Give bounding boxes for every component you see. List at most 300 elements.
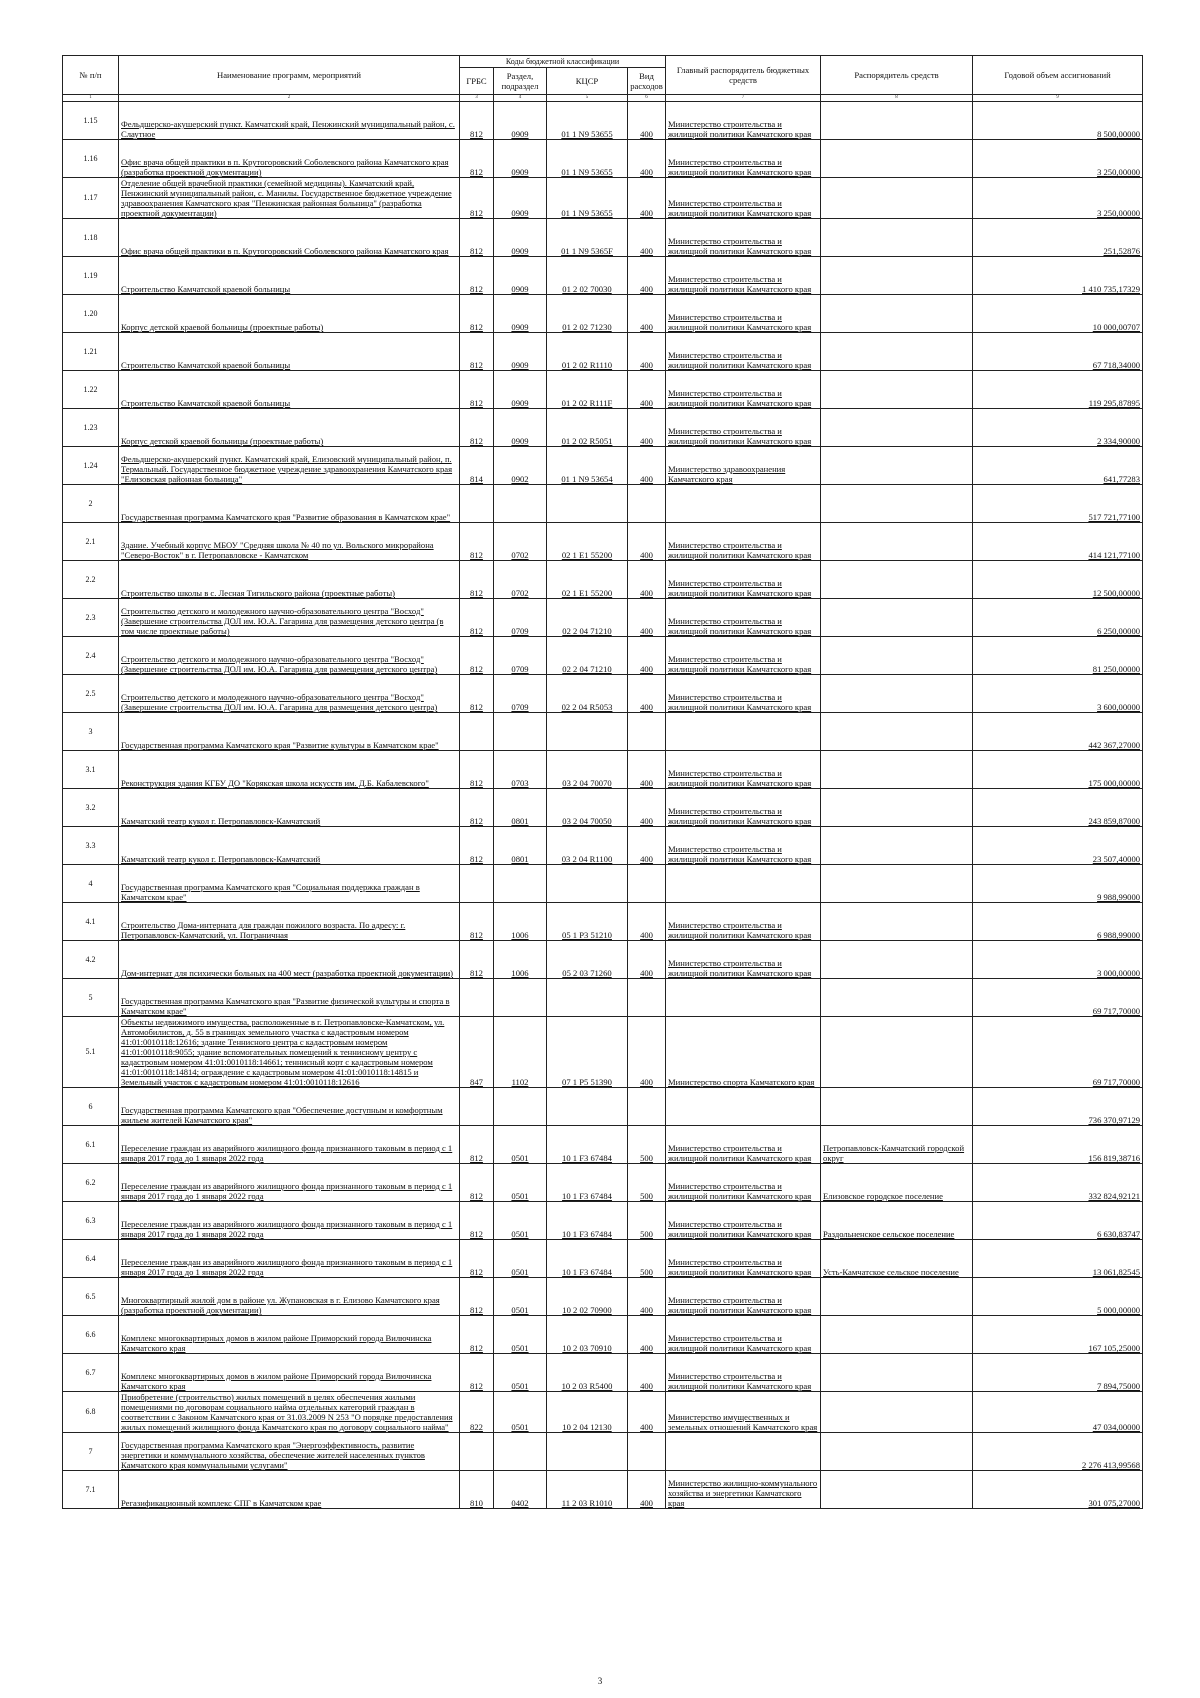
row-name (119, 140, 460, 178)
row-main-disp-text: Министерство строительства и жилищной политики Камчатского края (668, 578, 812, 598)
row-section (494, 178, 547, 219)
row-vid-text: 400 (640, 129, 653, 139)
row-kcsr-text: 07 1 P5 51390 (562, 1077, 612, 1087)
row-main-disp (666, 140, 821, 178)
table-row (63, 941, 1143, 979)
row-number (63, 1354, 119, 1392)
row-number (63, 1392, 119, 1433)
row-number-text: 1.22 (83, 384, 98, 394)
row-vid (628, 561, 666, 599)
row-volume (973, 371, 1143, 409)
row-name (119, 1354, 460, 1392)
table-row (63, 409, 1143, 447)
row-disp (821, 333, 973, 371)
row-number-text: 2.1 (85, 536, 96, 546)
row-number-text: 6.1 (85, 1139, 96, 1149)
row-volume-text: 175 000,00000 (1088, 778, 1141, 788)
row-grbs (460, 675, 494, 713)
row-number (63, 1240, 119, 1278)
row-section (494, 447, 547, 485)
row-grbs-text: 822 (470, 1422, 483, 1432)
row-number (63, 1126, 119, 1164)
row-number-text: 6.3 (85, 1215, 96, 1225)
row-section-text: 0909 (511, 436, 529, 446)
row-kcsr-text: 05 1 P3 51210 (562, 930, 612, 940)
row-number (63, 178, 119, 219)
row-disp-text: Елизовское городское поселение (823, 1191, 943, 1201)
table-body (63, 102, 1143, 1509)
row-kcsr-text: 01 2 02 71230 (562, 322, 612, 332)
row-main-disp-text: Министерство здравоохранения Камчатского края (668, 464, 786, 484)
row-number-text: 2.2 (85, 574, 96, 584)
row-main-disp-text: Министерство строительства и жилищной политики Камчатского края (668, 312, 812, 332)
row-disp (821, 789, 973, 827)
row-name (119, 599, 460, 637)
row-kcsr (547, 789, 628, 827)
row-section (494, 409, 547, 447)
row-main-disp-text: Министерство строительства и жилищной политики Камчатского края (668, 692, 812, 712)
table-row (63, 333, 1143, 371)
row-volume (973, 523, 1143, 561)
row-vid-text: 400 (640, 968, 653, 978)
row-disp (821, 257, 973, 295)
row-section-text: 0909 (511, 398, 529, 408)
header-volume: Годовой объем ассигнований (973, 56, 1143, 95)
row-main-disp (666, 178, 821, 219)
row-vid (628, 941, 666, 979)
row-grbs (460, 599, 494, 637)
row-vid (628, 1088, 666, 1126)
row-main-disp (666, 979, 821, 1017)
row-disp (821, 903, 973, 941)
row-vid (628, 1126, 666, 1164)
row-vid (628, 295, 666, 333)
row-volume-text: 243 859,87000 (1088, 816, 1141, 826)
row-section (494, 1240, 547, 1278)
row-name-text: Приобретение (строительство) жилых помещений в целях обеспечения жилыми помещениями по договорам социального найма отдельных категорий граждан в соответствии с Законом Камчатского края от 31.03.2009 N 253 "О порядке предоставления жилых помещений жилищного фонда Камчатского края по договору социального найма" (121, 1392, 453, 1432)
row-name-text: Переселение граждан из аварийного жилищного фонда признанного таковым в период с 1 января 2017 года до 1 января 2022 года (121, 1257, 453, 1277)
row-name (119, 1202, 460, 1240)
row-name-text: Фельдшерско-акушерский пункт. Камчатский край, Пенжинский муниципальный район, с. Слаутное (121, 119, 455, 139)
row-grbs-text: 812 (470, 816, 483, 826)
row-number (63, 1316, 119, 1354)
row-vid-text: 400 (640, 1343, 653, 1353)
row-name (119, 1088, 460, 1126)
row-grbs-text: 812 (470, 1153, 483, 1163)
row-grbs (460, 409, 494, 447)
header-main-disp: Главный распорядитель бюджетных средств (666, 56, 821, 95)
row-section (494, 371, 547, 409)
row-vid-text: 400 (640, 360, 653, 370)
row-main-disp-text: Министерство строительства и жилищной политики Камчатского края (668, 274, 812, 294)
row-vid (628, 1433, 666, 1471)
row-grbs (460, 1088, 494, 1126)
row-kcsr (547, 1088, 628, 1126)
row-name-text: Государственная программа Камчатского края "Развитие культуры в Камчатском крае" (121, 740, 439, 750)
row-main-disp (666, 219, 821, 257)
row-number-text: 1.16 (83, 153, 98, 163)
row-vid (628, 257, 666, 295)
row-volume (973, 599, 1143, 637)
row-vid-text: 400 (640, 778, 653, 788)
row-name (119, 178, 460, 219)
row-section (494, 295, 547, 333)
row-grbs (460, 1164, 494, 1202)
row-grbs-text: 812 (470, 1343, 483, 1353)
row-kcsr-text: 01 1 N9 53655 (561, 208, 613, 218)
row-main-disp-text: Министерство строительства и жилищной политики Камчатского края (668, 920, 812, 940)
row-disp (821, 1471, 973, 1509)
row-main-disp-text: Министерство строительства и жилищной политики Камчатского края (668, 119, 812, 139)
row-volume-text: 47 034,00000 (1092, 1422, 1141, 1432)
row-volume (973, 1126, 1143, 1164)
row-number (63, 140, 119, 178)
row-kcsr-text: 03 2 04 R1100 (561, 854, 613, 864)
row-kcsr (547, 1316, 628, 1354)
row-name-text: Камчатский театр кукол г. Петропавловск-Камчатский (121, 854, 321, 864)
table-row (63, 102, 1143, 140)
table-row (63, 523, 1143, 561)
row-disp (821, 1433, 973, 1471)
row-main-disp (666, 1202, 821, 1240)
row-name-text: Строительство школы в с. Лесная Тигильского района (проектные работы) (121, 588, 395, 598)
row-kcsr-text: 05 2 03 71260 (562, 968, 612, 978)
row-volume (973, 1392, 1143, 1433)
row-grbs-text: 812 (470, 246, 483, 256)
row-section (494, 102, 547, 140)
row-grbs (460, 713, 494, 751)
table-row (63, 257, 1143, 295)
row-number-text: 2 (88, 498, 93, 508)
row-vid (628, 1316, 666, 1354)
row-volume-text: 13 061,82545 (1092, 1267, 1141, 1277)
row-volume (973, 675, 1143, 713)
row-grbs (460, 371, 494, 409)
row-name-text: Переселение граждан из аварийного жилищного фонда признанного таковым в период с 1 января 2017 года до 1 января 2022 года (121, 1143, 453, 1163)
row-name (119, 789, 460, 827)
row-main-disp-text: Министерство спорта Камчатского края (668, 1077, 815, 1087)
row-number (63, 102, 119, 140)
row-kcsr (547, 485, 628, 523)
row-volume (973, 140, 1143, 178)
row-section (494, 1471, 547, 1509)
row-number-text: 1.15 (83, 115, 98, 125)
header-vid: Вид расходов (628, 68, 666, 95)
row-main-disp-text: Министерство строительства и жилищной политики Камчатского края (668, 768, 812, 788)
row-number (63, 295, 119, 333)
row-vid (628, 1017, 666, 1088)
row-volume (973, 979, 1143, 1017)
row-name (119, 903, 460, 941)
row-grbs-text: 812 (470, 968, 483, 978)
row-vid-text: 400 (640, 436, 653, 446)
row-vid (628, 903, 666, 941)
row-name (119, 1316, 460, 1354)
row-section (494, 979, 547, 1017)
row-grbs (460, 140, 494, 178)
row-number (63, 789, 119, 827)
row-vid-text: 500 (640, 1229, 653, 1239)
row-main-disp (666, 1017, 821, 1088)
row-section-text: 0909 (511, 246, 529, 256)
table-row (63, 1471, 1143, 1509)
row-number (63, 561, 119, 599)
row-grbs (460, 447, 494, 485)
row-grbs-text: 812 (470, 398, 483, 408)
row-main-disp-text: Министерство строительства и жилищной политики Камчатского края (668, 806, 812, 826)
row-kcsr (547, 827, 628, 865)
row-kcsr (547, 1240, 628, 1278)
column-number: 5 (547, 95, 628, 102)
row-main-disp (666, 523, 821, 561)
table-row (63, 713, 1143, 751)
row-volume-text: 442 367,27000 (1088, 740, 1141, 750)
row-volume-text: 2 334,90000 (1097, 436, 1141, 446)
row-vid (628, 979, 666, 1017)
row-vid-text: 400 (640, 322, 653, 332)
row-name (119, 102, 460, 140)
row-kcsr (547, 941, 628, 979)
row-grbs (460, 637, 494, 675)
row-name-text: Корпус детской краевой больницы (проектные работы) (121, 322, 324, 332)
row-name (119, 1471, 460, 1509)
row-number-text: 3 (88, 726, 93, 736)
row-disp (821, 1202, 973, 1240)
row-kcsr (547, 979, 628, 1017)
row-main-disp (666, 713, 821, 751)
row-number (63, 219, 119, 257)
row-grbs (460, 219, 494, 257)
row-volume (973, 178, 1143, 219)
row-volume-text: 332 824,92121 (1088, 1191, 1141, 1201)
row-grbs-text: 812 (470, 854, 483, 864)
row-name (119, 1126, 460, 1164)
row-number (63, 713, 119, 751)
row-kcsr (547, 257, 628, 295)
row-kcsr (547, 561, 628, 599)
row-vid (628, 675, 666, 713)
row-kcsr-text: 10 1 F3 67484 (562, 1191, 612, 1201)
row-name (119, 713, 460, 751)
row-vid-text: 400 (640, 246, 653, 256)
row-vid-text: 400 (640, 930, 653, 940)
row-main-disp-text: Министерство жилищно-коммунального хозяйства и энергетики Камчатского края (668, 1478, 818, 1508)
row-kcsr (547, 102, 628, 140)
row-volume (973, 789, 1143, 827)
row-grbs-text: 812 (470, 1267, 483, 1277)
table-row (63, 827, 1143, 865)
row-number-text: 4 (88, 878, 93, 888)
row-main-disp-text: Министерство строительства и жилищной политики Камчатского края (668, 616, 812, 636)
row-volume-text: 2 276 413,99568 (1082, 1460, 1141, 1470)
row-grbs (460, 485, 494, 523)
row-grbs (460, 1240, 494, 1278)
row-disp (821, 371, 973, 409)
row-number-text: 1.20 (83, 308, 98, 318)
row-section-text: 0703 (511, 778, 529, 788)
row-volume (973, 1471, 1143, 1509)
row-grbs-text: 812 (470, 1191, 483, 1201)
row-volume-text: 12 500,00000 (1092, 588, 1141, 598)
row-name (119, 865, 460, 903)
row-vid (628, 1471, 666, 1509)
row-name (119, 979, 460, 1017)
row-volume-text: 10 000,00707 (1092, 322, 1141, 332)
row-grbs-text: 812 (470, 167, 483, 177)
row-volume-text: 3 600,00000 (1097, 702, 1141, 712)
row-section-text: 1006 (511, 968, 529, 978)
row-number-text: 7 (88, 1446, 93, 1456)
row-volume (973, 333, 1143, 371)
row-vid (628, 371, 666, 409)
budget-table (62, 55, 1143, 1509)
row-volume-text: 7 894,75000 (1097, 1381, 1141, 1391)
row-grbs (460, 1126, 494, 1164)
row-kcsr (547, 178, 628, 219)
row-name (119, 1017, 460, 1088)
column-number: 1 (63, 95, 119, 102)
row-grbs-text: 812 (470, 778, 483, 788)
row-number-text: 6.5 (85, 1291, 96, 1301)
row-volume-text: 517 721,77100 (1088, 512, 1141, 522)
row-section-text: 0909 (511, 129, 529, 139)
row-volume-text: 8 500,00000 (1097, 129, 1141, 139)
table-row (63, 1354, 1143, 1392)
row-grbs (460, 1392, 494, 1433)
row-volume (973, 751, 1143, 789)
row-grbs (460, 523, 494, 561)
row-section (494, 713, 547, 751)
row-disp (821, 219, 973, 257)
row-kcsr (547, 1278, 628, 1316)
row-main-disp (666, 599, 821, 637)
row-main-disp (666, 941, 821, 979)
row-name (119, 1433, 460, 1471)
row-number-text: 4.2 (85, 954, 96, 964)
row-name-text: Камчатский театр кукол г. Петропавловск-Камчатский (121, 816, 321, 826)
row-vid (628, 178, 666, 219)
row-number-text: 6.2 (85, 1177, 96, 1187)
row-vid-text: 500 (640, 1153, 653, 1163)
row-number (63, 523, 119, 561)
row-name-text: Строительство Камчатской краевой больницы (121, 398, 291, 408)
row-disp (821, 675, 973, 713)
row-kcsr-text: 01 1 N9 5365F (561, 246, 613, 256)
row-section-text: 0709 (511, 702, 529, 712)
table-row (63, 751, 1143, 789)
row-number (63, 1202, 119, 1240)
row-section-text: 0702 (511, 550, 529, 560)
row-main-disp (666, 257, 821, 295)
row-name (119, 827, 460, 865)
row-name (119, 675, 460, 713)
row-volume (973, 1240, 1143, 1278)
row-kcsr (547, 219, 628, 257)
row-vid (628, 1354, 666, 1392)
row-disp (821, 1126, 973, 1164)
row-vid (628, 1278, 666, 1316)
row-section (494, 675, 547, 713)
row-number (63, 257, 119, 295)
row-section (494, 219, 547, 257)
row-number-text: 7.1 (85, 1484, 96, 1494)
row-main-disp-text: Министерство строительства и жилищной политики Камчатского края (668, 198, 812, 218)
column-number: 2 (119, 95, 460, 102)
row-kcsr-text: 10 1 F3 67484 (562, 1267, 612, 1277)
row-number-text: 6.7 (85, 1367, 96, 1377)
row-section (494, 637, 547, 675)
row-number (63, 675, 119, 713)
row-volume (973, 941, 1143, 979)
row-number-text: 4.1 (85, 916, 96, 926)
row-grbs-text: 812 (470, 550, 483, 560)
row-disp (821, 140, 973, 178)
row-name-text: Многоквартирный жилой дом в районе ул. Жупановская в г. Елизово Камчатского края (разработка проектной документации) (121, 1295, 440, 1315)
row-number (63, 371, 119, 409)
row-vid (628, 333, 666, 371)
row-grbs (460, 1316, 494, 1354)
row-kcsr (547, 140, 628, 178)
row-grbs (460, 102, 494, 140)
row-volume-text: 6 988,99000 (1097, 930, 1141, 940)
row-number-text: 6.6 (85, 1329, 96, 1339)
row-name-text: Государственная программа Камчатского края "Обеспечение доступным и комфортным жильем жителей Камчатского края" (121, 1105, 443, 1125)
row-kcsr-text: 10 2 03 70910 (562, 1343, 612, 1353)
row-number-text: 6.4 (85, 1253, 96, 1263)
table-row (63, 295, 1143, 333)
row-section (494, 1316, 547, 1354)
row-disp (821, 941, 973, 979)
row-section (494, 1433, 547, 1471)
row-section (494, 599, 547, 637)
row-number-text: 5.1 (85, 1047, 96, 1056)
row-section-text: 0801 (511, 854, 529, 864)
row-grbs-text: 812 (470, 129, 483, 139)
row-volume-text: 67 718,34000 (1092, 360, 1141, 370)
row-grbs (460, 941, 494, 979)
row-kcsr (547, 1433, 628, 1471)
row-name (119, 371, 460, 409)
row-volume (973, 637, 1143, 675)
row-kcsr-text: 01 2 02 R111F (561, 398, 613, 408)
row-name-text: Дом-интернат для психически больных на 400 мест (разработка проектной документации) (121, 968, 454, 978)
row-name-text: Государственная программа Камчатского края "Энергоэффективность, развитие энергетики и коммунального хозяйства, обеспечение жителей населенных пунктов Камчатского края коммунальными услугами" (121, 1440, 425, 1470)
row-section (494, 751, 547, 789)
row-section-text: 0501 (511, 1381, 529, 1391)
row-number (63, 1278, 119, 1316)
row-disp (821, 1164, 973, 1202)
row-number (63, 827, 119, 865)
row-disp (821, 1240, 973, 1278)
row-name (119, 561, 460, 599)
row-grbs-text: 810 (470, 1498, 483, 1508)
row-volume-text: 9 988,99000 (1097, 892, 1141, 902)
row-section (494, 1392, 547, 1433)
table-row (63, 178, 1143, 219)
row-name-text: Отделение общей врачебной практики (семейной медицины). Камчатский край, Пенжинский муниципальный район, с. Манилы. Государственное бюджетное учреждение здравоохранения Камчатского края "Пенжинская районная больница" (разработка проектной документации) (121, 178, 452, 218)
row-vid-text: 400 (640, 208, 653, 218)
row-number-text: 1.18 (83, 232, 98, 242)
row-disp (821, 178, 973, 219)
row-section-text: 0501 (511, 1422, 529, 1432)
row-vid (628, 751, 666, 789)
row-section (494, 1126, 547, 1164)
row-kcsr (547, 865, 628, 903)
row-grbs-text: 814 (470, 474, 483, 484)
table-row (63, 979, 1143, 1017)
row-volume-text: 156 819,38716 (1088, 1153, 1141, 1163)
row-volume (973, 409, 1143, 447)
